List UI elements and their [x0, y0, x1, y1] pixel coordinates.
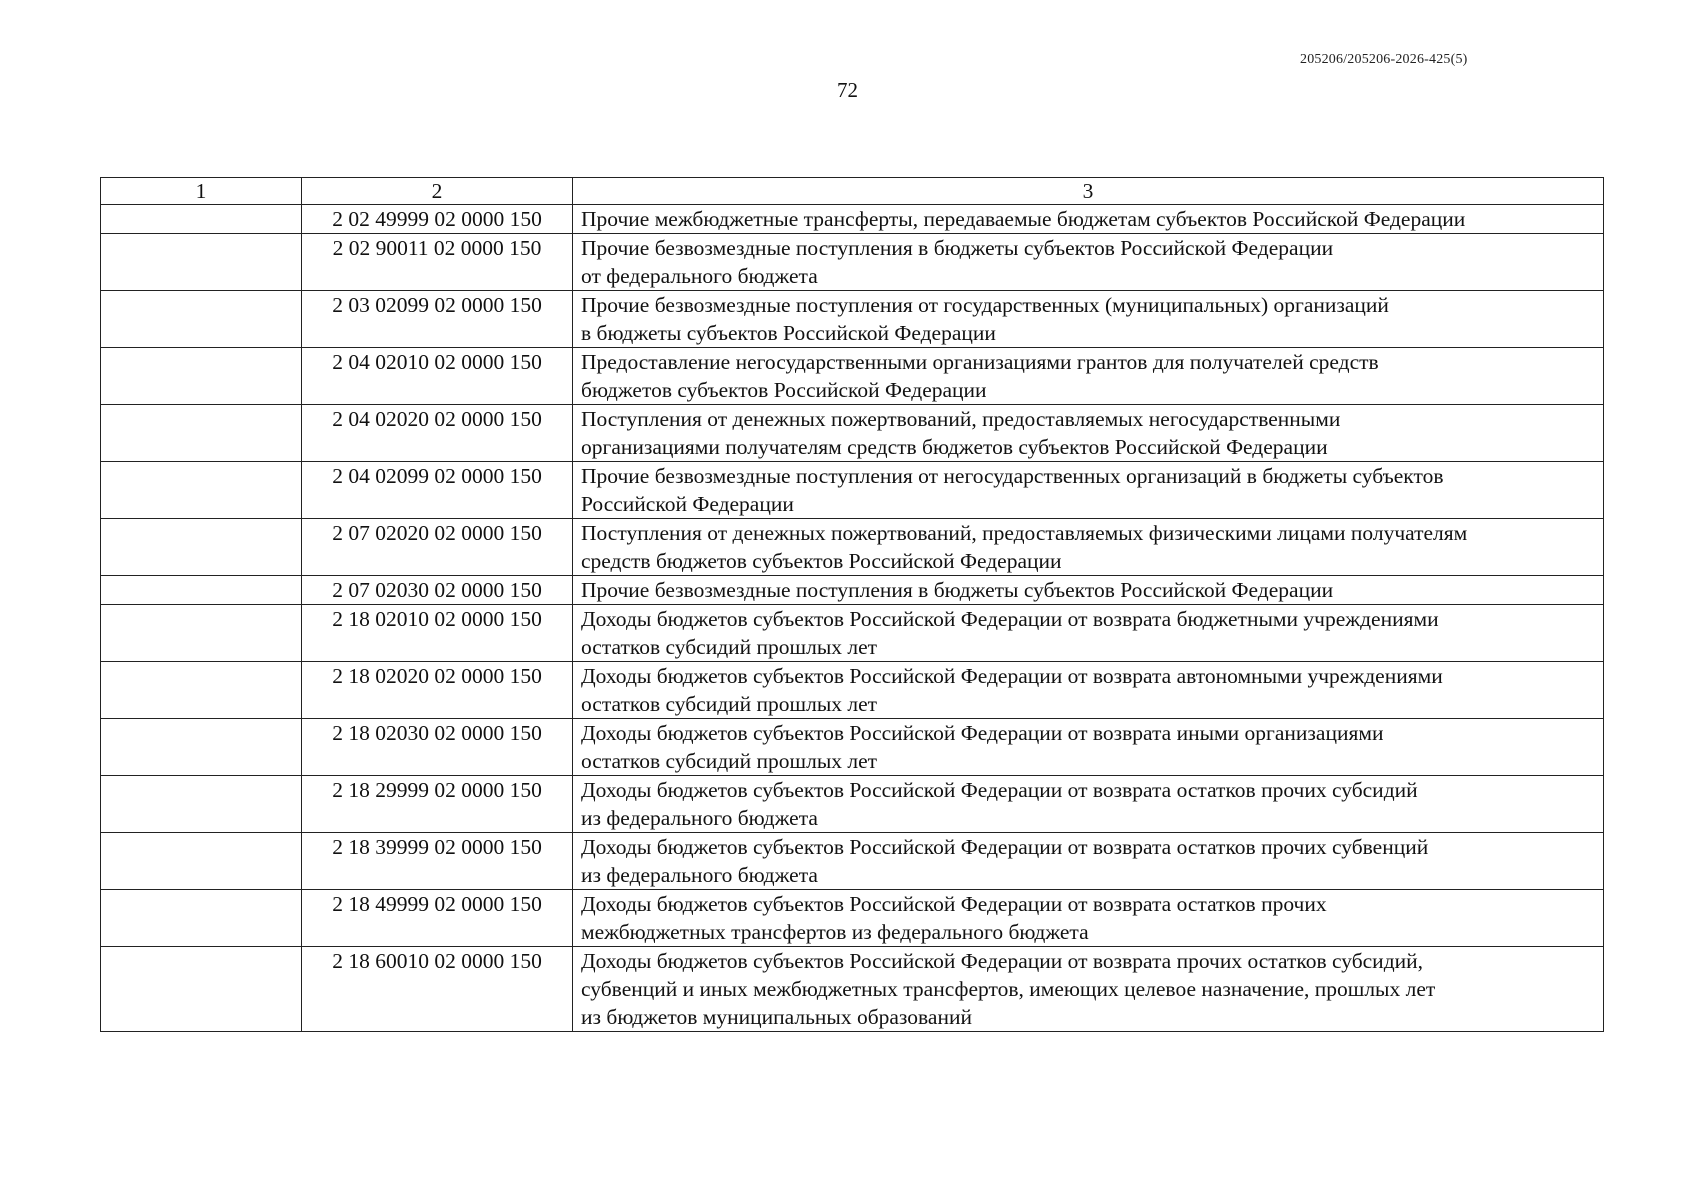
cell-column-1	[101, 576, 302, 605]
cell-column-1	[101, 348, 302, 405]
column-header-3: 3	[573, 178, 1604, 205]
table-row	[101, 605, 1604, 662]
table-row	[101, 519, 1604, 576]
description-cell: Доходы бюджетов субъектов Российской Федерации от возврата иными организациями остатков субсидий прошлых лет	[573, 719, 1604, 776]
budget-code-cell: 2 04 02010 02 0000 150	[302, 348, 573, 405]
column-header-2: 2	[302, 178, 573, 205]
table-row	[101, 719, 1604, 776]
description-cell: Прочие безвозмездные поступления от государственных (муниципальных) организаций в бюджеты субъектов Российской Федерации	[573, 291, 1604, 348]
table-row	[101, 576, 1604, 605]
table-header	[101, 178, 1604, 205]
budget-code-cell: 2 02 49999 02 0000 150	[302, 205, 573, 234]
description-cell: Доходы бюджетов субъектов Российской Федерации от возврата остатков прочих межбюджетных трансфертов из федерального бюджета	[573, 890, 1604, 947]
description-cell: Поступления от денежных пожертвований, предоставляемых физическими лицами получателям средств бюджетов субъектов Российской Федерации	[573, 519, 1604, 576]
budget-code-cell: 2 18 02020 02 0000 150	[302, 662, 573, 719]
cell-column-1	[101, 662, 302, 719]
cell-column-1	[101, 234, 302, 291]
description-cell: Прочие безвозмездные поступления в бюджеты субъектов Российской Федерации	[573, 576, 1604, 605]
cell-column-1	[101, 833, 302, 890]
description-cell: Доходы бюджетов субъектов Российской Федерации от возврата автономными учреждениями остатков субсидий прошлых лет	[573, 662, 1604, 719]
cell-column-1	[101, 776, 302, 833]
description-cell: Прочие безвозмездные поступления от негосударственных организаций в бюджеты субъектов Российской Федерации	[573, 462, 1604, 519]
cell-column-1	[101, 719, 302, 776]
table-row	[101, 405, 1604, 462]
description-cell: Доходы бюджетов субъектов Российской Федерации от возврата прочих остатков субсидий, субвенций и иных межбюджетных трансфертов, имеющих целевое назначение, прошлых лет из бюджетов муниципальных образований	[573, 947, 1604, 1032]
document-reference-number: 205206/205206-2026-425(5)	[1300, 52, 1468, 67]
table-row	[101, 234, 1604, 291]
cell-column-1	[101, 205, 302, 234]
table-body	[101, 205, 1604, 1032]
budget-code-cell: 2 04 02099 02 0000 150	[302, 462, 573, 519]
table-row	[101, 947, 1604, 1032]
table-row	[101, 833, 1604, 890]
table-row	[101, 662, 1604, 719]
cell-column-1	[101, 605, 302, 662]
budget-code-cell: 2 07 02030 02 0000 150	[302, 576, 573, 605]
table-row	[101, 890, 1604, 947]
cell-column-1	[101, 291, 302, 348]
budget-code-cell: 2 18 60010 02 0000 150	[302, 947, 573, 1032]
table-row	[101, 291, 1604, 348]
cell-column-1	[101, 519, 302, 576]
budget-code-cell: 2 18 49999 02 0000 150	[302, 890, 573, 947]
column-header-1: 1	[101, 178, 302, 205]
cell-column-1	[101, 405, 302, 462]
table-row	[101, 348, 1604, 405]
budget-code-cell: 2 04 02020 02 0000 150	[302, 405, 573, 462]
cell-column-1	[101, 947, 302, 1032]
table-row	[101, 205, 1604, 234]
table-row	[101, 776, 1604, 833]
description-cell: Доходы бюджетов субъектов Российской Федерации от возврата остатков прочих субвенций из федерального бюджета	[573, 833, 1604, 890]
page-number: 72	[837, 78, 858, 102]
budget-code-cell: 2 18 39999 02 0000 150	[302, 833, 573, 890]
budget-code-cell: 2 18 02030 02 0000 150	[302, 719, 573, 776]
budget-code-cell: 2 18 02010 02 0000 150	[302, 605, 573, 662]
budget-code-cell: 2 02 90011 02 0000 150	[302, 234, 573, 291]
description-cell: Прочие безвозмездные поступления в бюджеты субъектов Российской Федерации от федерального бюджета	[573, 234, 1604, 291]
budget-code-cell: 2 18 29999 02 0000 150	[302, 776, 573, 833]
description-cell: Предоставление негосударственными организациями грантов для получателей средств бюджетов субъектов Российской Федерации	[573, 348, 1604, 405]
budget-codes-table	[100, 177, 1604, 1032]
table-header-row	[101, 178, 1604, 205]
description-cell: Прочие межбюджетные трансферты, передаваемые бюджетам субъектов Российской Федерации	[573, 205, 1604, 234]
budget-code-cell: 2 07 02020 02 0000 150	[302, 519, 573, 576]
budget-code-cell: 2 03 02099 02 0000 150	[302, 291, 573, 348]
description-cell: Доходы бюджетов субъектов Российской Федерации от возврата бюджетными учреждениями остатков субсидий прошлых лет	[573, 605, 1604, 662]
description-cell: Поступления от денежных пожертвований, предоставляемых негосударственными организациями получателям средств бюджетов субъектов Российской Федерации	[573, 405, 1604, 462]
cell-column-1	[101, 890, 302, 947]
table-row	[101, 462, 1604, 519]
description-cell: Доходы бюджетов субъектов Российской Федерации от возврата остатков прочих субсидий из федерального бюджета	[573, 776, 1604, 833]
cell-column-1	[101, 462, 302, 519]
